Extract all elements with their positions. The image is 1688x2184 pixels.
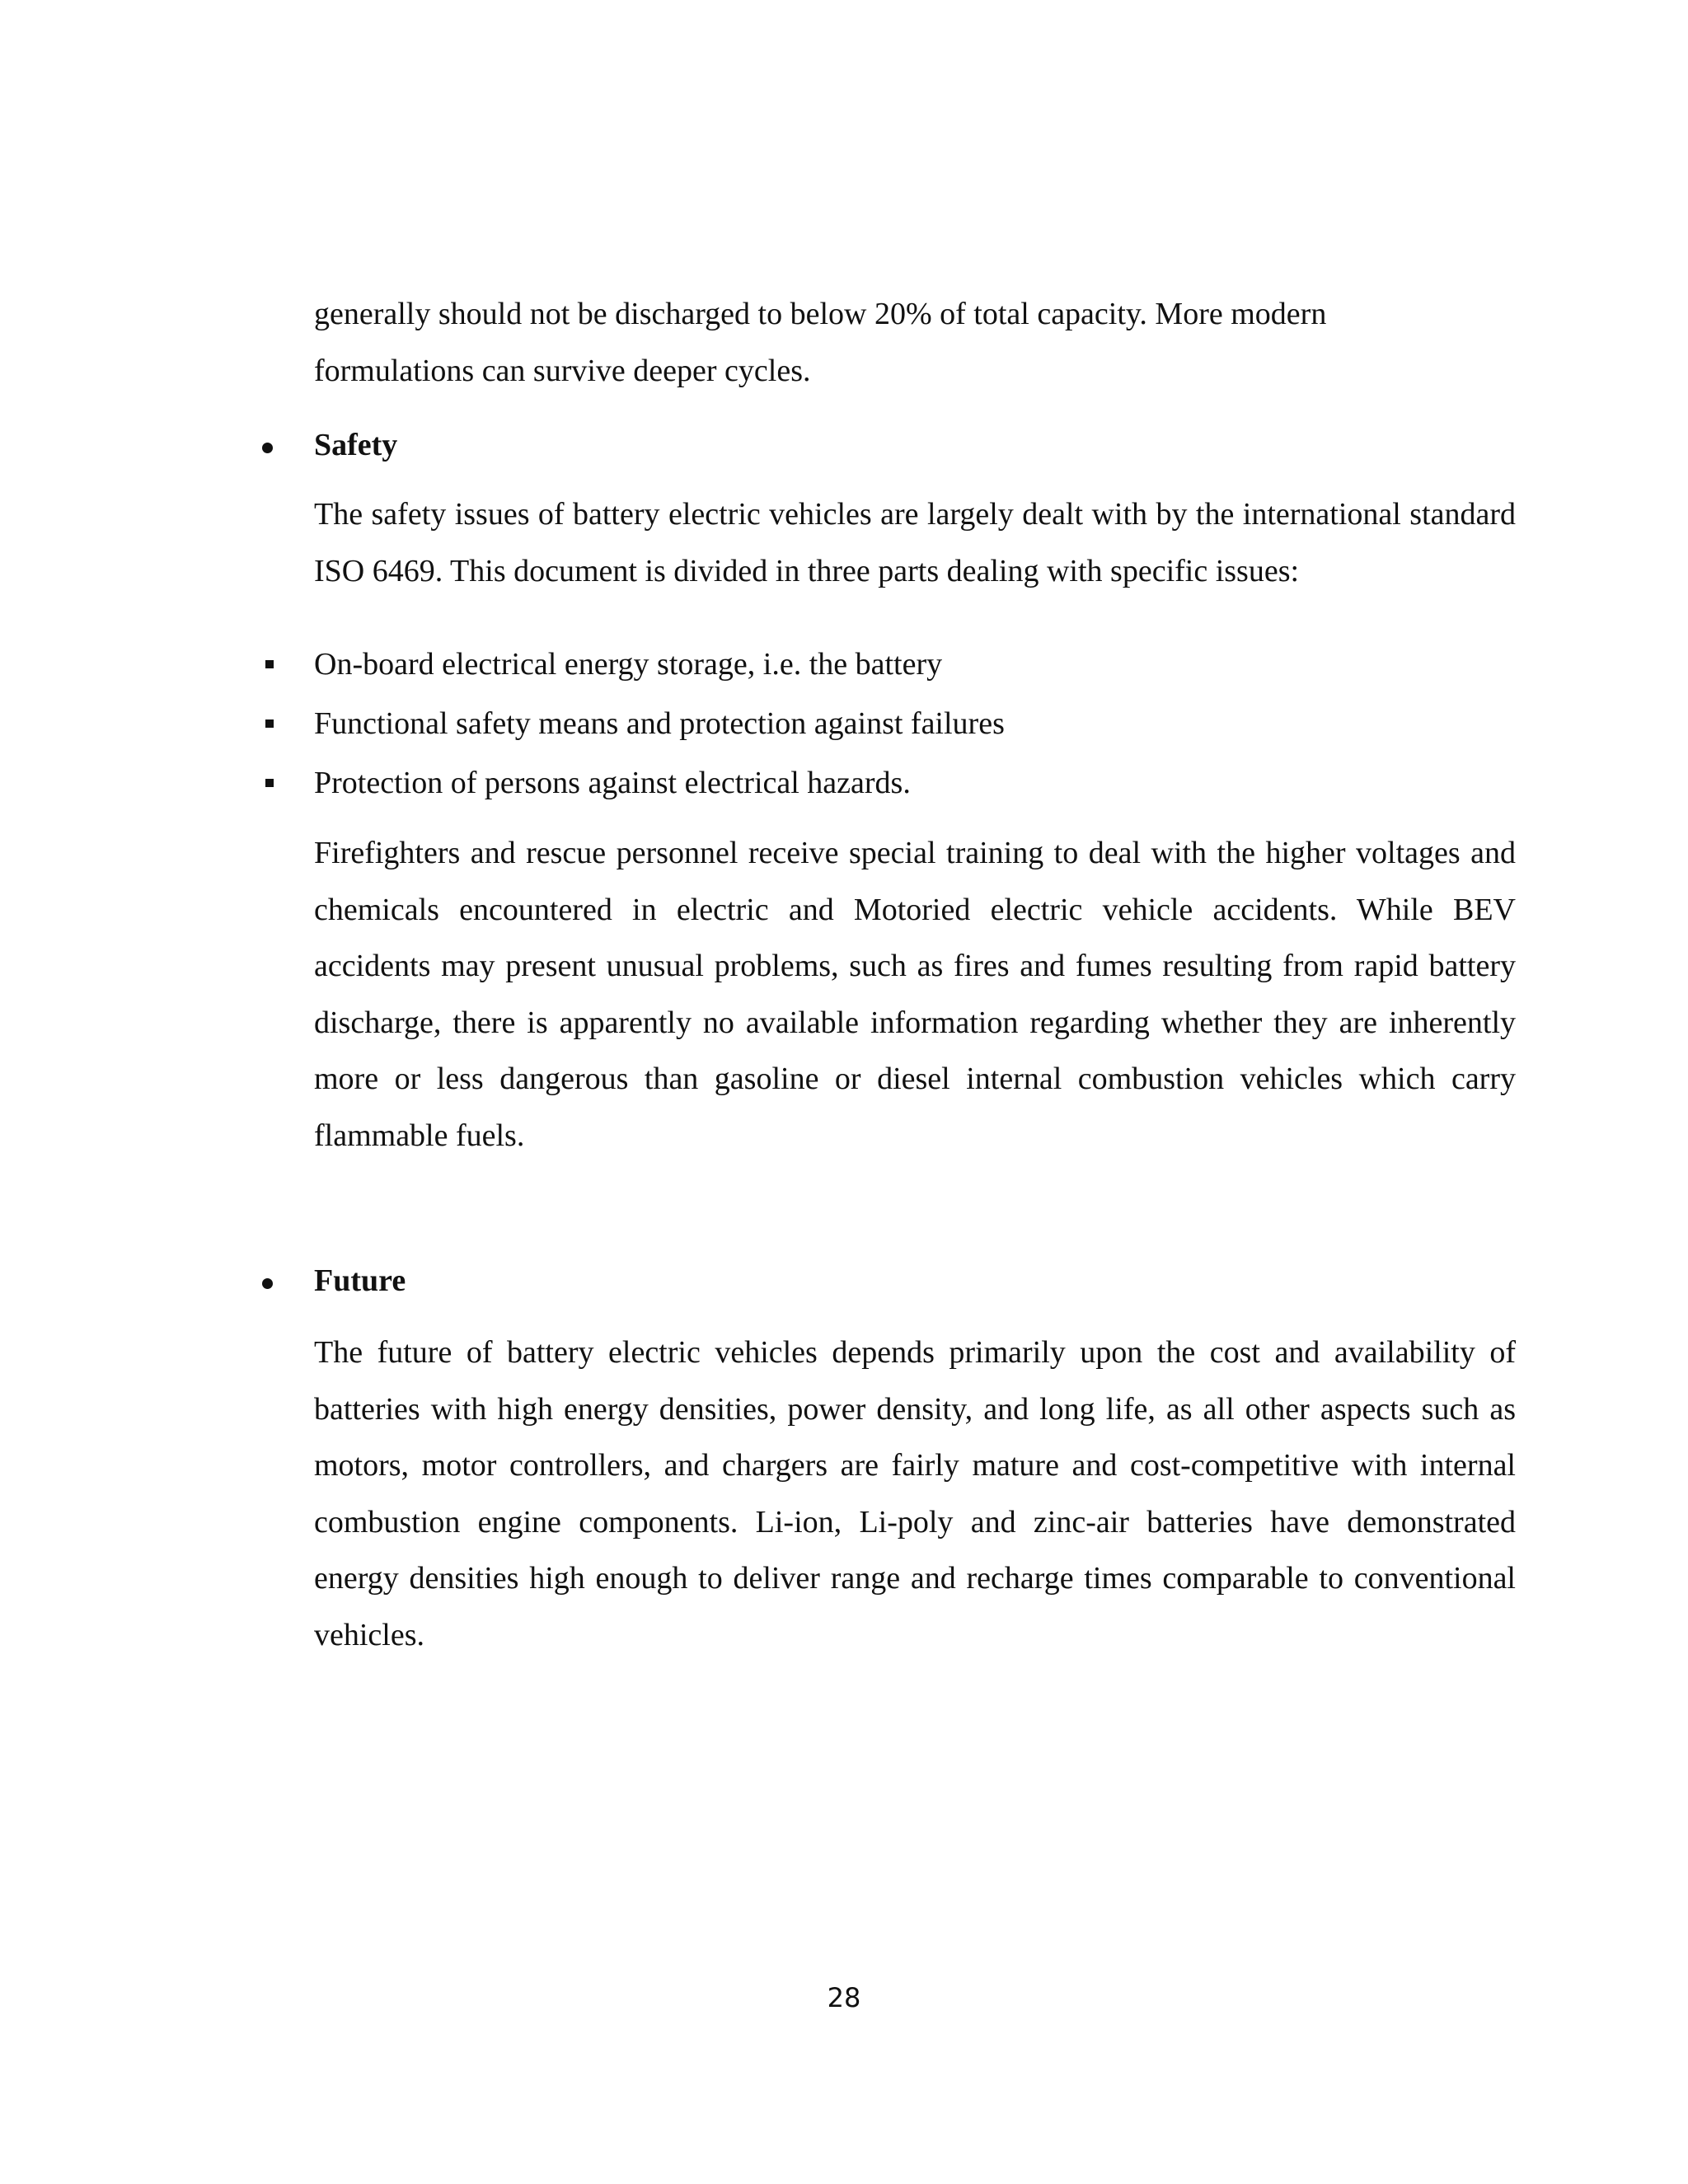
future-paragraph: The future of battery electric vehicles depends primarily upon the cost and availability of batteries with high energy densities, power density, and long life, as all other aspects such as motors, motor controllers, and chargers are fairly mature and cost-competitive with internal combustion engine components. Li-ion, Li-poly and zinc-air batteries have demonstrated energy densities high enough to deliver range and recharge times comparable to conventional vehicles. (314, 1335, 1516, 1652)
square-bullet-3 (265, 779, 274, 787)
intro-paragraph: generally should not be discharged to below 20% of total capacity. More modern formulations can survive deeper cycles. (314, 297, 1327, 388)
safety-list-item-3: Protection of persons against electrical hazards. (314, 766, 911, 800)
safety-list-item-1: On-board electrical energy storage, i.e. the battery (314, 647, 943, 682)
safety-bullet (262, 417, 273, 473)
safety-paragraph-1: The safety issues of battery electric vehicles are largely dealt with by the international standard ISO 6469. This document is divided in three parts dealing with specific issues: (314, 497, 1516, 588)
safety-list-item-2: Functional safety means and protection against failures (314, 706, 1005, 741)
future-heading: Future (314, 1263, 406, 1298)
future-bullet (262, 1253, 273, 1309)
square-bullet-2 (265, 719, 274, 728)
safety-heading: Safety (314, 428, 398, 462)
page-number: 28 (827, 1982, 861, 2013)
safety-paragraph-2: Firefighters and rescue personnel receive special training to deal with the higher voltages and chemicals encountered in electric and Motoried electric vehicle accidents. While BEV accidents may present unusual problems, such as fires and fumes resulting from rapid battery discharge, there is apparently no available information regarding whether they are inherently more or less dangerous than gasoline or diesel internal combustion vehicles which carry flammable fuels. (314, 836, 1516, 1153)
square-bullet-1 (265, 660, 274, 668)
